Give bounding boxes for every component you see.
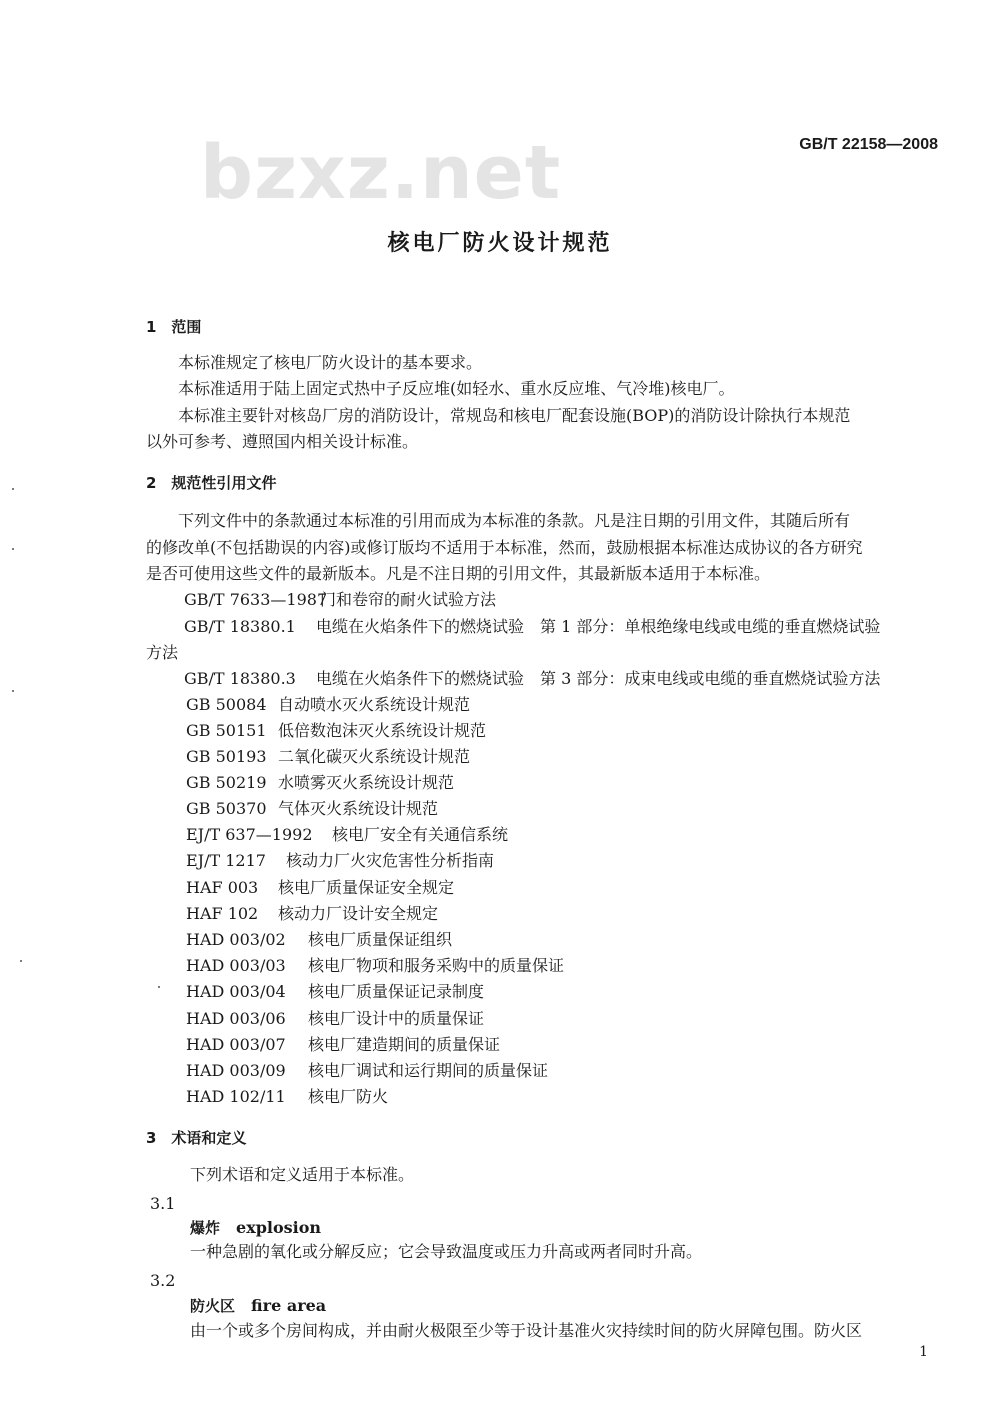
- reference-item: [186, 772, 454, 794]
- reference-item: [186, 903, 438, 925]
- page-number: 1: [919, 1344, 928, 1360]
- reference-title: 门和卷帘的耐火试验方法: [320, 590, 497, 609]
- reference-item: [184, 616, 880, 638]
- term-number: 3.1: [150, 1194, 176, 1213]
- reference-code: HAD 003/04: [186, 982, 286, 1001]
- reference-title: 核电厂调试和运行期间的质量保证: [308, 1061, 549, 1080]
- reference-item: [186, 824, 508, 846]
- scan-speck: [158, 986, 160, 988]
- reference-title: 核电厂质量保证安全规定: [278, 878, 455, 897]
- reference-item: [184, 589, 496, 611]
- scan-speck: [20, 960, 22, 962]
- section-2-paragraph: 是否可使用这些文件的最新版本。凡是不注日期的引用文件，其最新版本适用于本标准。: [146, 564, 771, 583]
- reference-item: [186, 1034, 500, 1056]
- reference-title: 水喷雾灭火系统设计规范: [278, 773, 455, 792]
- section-2-paragraph: 下列文件中的条款通过本标准的引用而成为本标准的条款。凡是注日期的引用文件，其随后所有: [178, 511, 851, 530]
- term-definition: 由一个或多个房间构成，并由耐火极限至少等于设计基准火灾持续时间的防火屏障包围。防火区: [190, 1321, 863, 1340]
- section-1-paragraph: 本标准规定了核电厂防火设计的基本要求。: [178, 353, 483, 372]
- section-3-intro: 下列术语和定义适用于本标准。: [190, 1165, 415, 1184]
- reference-item: [186, 746, 470, 768]
- reference-code: GB 50370: [186, 799, 267, 818]
- reference-title: 核电厂质量保证组织: [308, 930, 453, 949]
- section-2-paragraph: 的修改单(不包括勘误的内容)或修订版均不适用于本标准，然而，鼓励根据本标准达成协议的各方研究: [146, 538, 863, 557]
- reference-code: HAD 003/07: [186, 1035, 286, 1054]
- section-1-heading: 1 范围: [146, 318, 202, 336]
- reference-title: 低倍数泡沫灭火系统设计规范: [278, 721, 487, 740]
- reference-item: [186, 1060, 548, 1082]
- reference-code: HAF 003: [186, 878, 259, 897]
- reference-title: 核电厂设计中的质量保证: [308, 1009, 485, 1028]
- reference-code: GB 50219: [186, 773, 267, 792]
- reference-title: 核电厂防火: [308, 1087, 389, 1106]
- reference-title: 核电厂建造期间的质量保证: [308, 1035, 501, 1054]
- reference-code: HAD 003/03: [186, 956, 286, 975]
- reference-item: [146, 642, 178, 664]
- term-english: fire area: [251, 1296, 327, 1315]
- reference-code: GB/T 18380.3: [184, 669, 296, 688]
- watermark: bzxz.net: [200, 130, 562, 216]
- reference-item: [186, 694, 470, 716]
- reference-code: HAD 003/09: [186, 1061, 286, 1080]
- reference-title: 核动力厂设计安全规定: [278, 904, 439, 923]
- reference-item: [186, 981, 484, 1003]
- reference-code: GB 50084: [186, 695, 267, 714]
- reference-title: 电缆在火焰条件下的燃烧试验 第 3 部分：成束电线或电缆的垂直燃烧试验方法: [316, 669, 881, 688]
- standard-code: GB/T 22158—2008: [799, 136, 938, 153]
- reference-item: [186, 798, 438, 820]
- reference-item: [186, 850, 494, 872]
- reference-title: 气体灭火系统设计规范: [278, 799, 439, 818]
- reference-code: HAD 003/06: [186, 1009, 286, 1028]
- reference-item: [186, 1008, 484, 1030]
- reference-code: GB 50151: [186, 721, 267, 740]
- term-chinese: 爆炸: [190, 1219, 221, 1237]
- term-heading: [190, 1217, 321, 1239]
- scan-speck: [12, 548, 14, 550]
- section-3-heading: 3 术语和定义: [146, 1129, 247, 1147]
- reference-title: 核动力厂火灾危害性分析指南: [286, 851, 495, 870]
- term-english: explosion: [236, 1218, 322, 1237]
- reference-code: HAD 003/02: [186, 930, 286, 949]
- reference-title: 方法: [146, 643, 179, 662]
- reference-code: GB/T 7633—1987: [184, 590, 328, 609]
- reference-item: [186, 877, 454, 899]
- reference-code: EJ/T 637—1992: [186, 825, 313, 844]
- reference-title: 核电厂安全有关通信系统: [332, 825, 509, 844]
- term-definition: 一种急剧的氧化或分解反应；它会导致温度或压力升高或两者同时升高。: [190, 1242, 703, 1261]
- reference-code: GB/T 18380.1: [184, 617, 296, 636]
- scan-speck: [12, 488, 14, 490]
- reference-title: 二氧化碳灭火系统设计规范: [278, 747, 471, 766]
- reference-title: 自动喷水灭火系统设计规范: [278, 695, 471, 714]
- document-title: 核电厂防火设计规范: [387, 231, 613, 256]
- section-1-paragraph: 以外可参考、遵照国内相关设计标准。: [146, 432, 419, 451]
- reference-title: 电缆在火焰条件下的燃烧试验 第 1 部分：单根绝缘电线或电缆的垂直燃烧试验: [316, 617, 881, 636]
- reference-item: [184, 668, 880, 690]
- reference-item: [186, 1086, 388, 1108]
- reference-title: 核电厂物项和服务采购中的质量保证: [308, 956, 565, 975]
- term-number: 3.2: [150, 1271, 176, 1290]
- reference-code: GB 50193: [186, 747, 267, 766]
- reference-item: [186, 929, 452, 951]
- section-1-paragraph: 本标准适用于陆上固定式热中子反应堆(如轻水、重水反应堆、气冷堆)核电厂。: [178, 379, 735, 398]
- reference-code: EJ/T 1217: [186, 851, 266, 870]
- term-chinese: 防火区: [190, 1297, 236, 1315]
- section-1-paragraph: 本标准主要针对核岛厂房的消防设计，常规岛和核电厂配套设施(BOP)的消防设计除执行本规范: [178, 406, 851, 425]
- reference-title: 核电厂质量保证记录制度: [308, 982, 485, 1001]
- scan-speck: [12, 690, 14, 692]
- reference-code: HAD 102/11: [186, 1087, 286, 1106]
- term-heading: [190, 1295, 326, 1317]
- section-2-heading: 2 规范性引用文件: [146, 474, 277, 492]
- reference-item: [186, 955, 564, 977]
- reference-item: [186, 720, 486, 742]
- reference-code: HAF 102: [186, 904, 259, 923]
